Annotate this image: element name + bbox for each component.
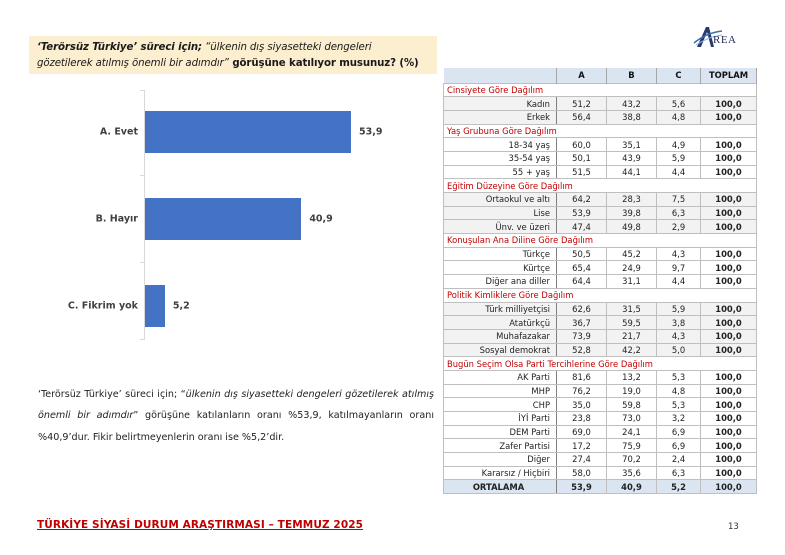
cell-value: 39,8 — [607, 206, 657, 220]
cell-value: 100,0 — [701, 343, 757, 357]
cell-value: 100,0 — [701, 412, 757, 426]
cell-value: 69,0 — [557, 425, 607, 439]
cell-value: 52,8 — [557, 343, 607, 357]
cell-value: 100,0 — [701, 261, 757, 275]
page-number: 13 — [728, 522, 739, 532]
cell-value: 9,7 — [657, 261, 701, 275]
table-row — [444, 412, 757, 426]
cell-value: 7,5 — [657, 193, 701, 207]
row-label: Ortaokul ve altı — [444, 193, 557, 207]
cell-value: 50,5 — [557, 247, 607, 261]
table-row — [444, 206, 757, 220]
cell-value: 35,1 — [607, 138, 657, 152]
cell-value: 24,9 — [607, 261, 657, 275]
cell-value: 6,3 — [657, 466, 701, 480]
cell-value: 42,2 — [607, 343, 657, 357]
cell-value: 100,0 — [701, 425, 757, 439]
cell-value: 24,1 — [607, 425, 657, 439]
group-title: Bugün Seçim Olsa Parti Tercihlerine Göre Dağılım — [444, 357, 757, 371]
average-value: 5,2 — [657, 480, 701, 494]
table-row — [444, 343, 757, 357]
cell-value: 49,8 — [607, 220, 657, 234]
cell-value: 100,0 — [701, 439, 757, 453]
cell-value: 5,9 — [657, 151, 701, 165]
cell-value: 19,0 — [607, 384, 657, 398]
summary-text — [38, 384, 434, 448]
cell-value: 23,8 — [557, 412, 607, 426]
table-group-row — [444, 357, 757, 371]
row-label: Atatürkçü — [444, 316, 557, 330]
cell-value: 100,0 — [701, 302, 757, 316]
table-row — [444, 165, 757, 179]
cell-value: 4,3 — [657, 329, 701, 343]
cell-value: 64,4 — [557, 275, 607, 289]
table-row — [444, 247, 757, 261]
cell-value: 100,0 — [701, 247, 757, 261]
table-row — [444, 220, 757, 234]
table-header: A — [557, 68, 607, 83]
cell-value: 27,4 — [557, 453, 607, 467]
row-label: İYİ Parti — [444, 412, 557, 426]
table-row — [444, 370, 757, 384]
bar-value: 5,2 — [172, 300, 190, 312]
table-row — [444, 425, 757, 439]
cell-value: 2,9 — [657, 220, 701, 234]
row-label: Zafer Partisi — [444, 439, 557, 453]
cell-value: 51,2 — [557, 97, 607, 111]
average-label: ORTALAMA — [444, 480, 557, 494]
axis-tick — [140, 262, 144, 263]
cell-value: 5,3 — [657, 398, 701, 412]
bar — [145, 111, 351, 153]
cell-value: 47,4 — [557, 220, 607, 234]
row-label: Kararsız / Hiçbiri — [444, 466, 557, 480]
table-row — [444, 302, 757, 316]
cell-value: 100,0 — [701, 110, 757, 124]
cell-value: 38,8 — [607, 110, 657, 124]
axis-tick — [140, 339, 144, 340]
row-label: 35-54 yaş — [444, 151, 557, 165]
cell-value: 43,9 — [607, 151, 657, 165]
cell-value: 81,6 — [557, 370, 607, 384]
cell-value: 45,2 — [607, 247, 657, 261]
average-value: 40,9 — [607, 480, 657, 494]
cell-value: 100,0 — [701, 193, 757, 207]
cell-value: 53,9 — [557, 206, 607, 220]
footer-title: TÜRKİYE SİYASİ DURUM ARAŞTIRMASI – TEMMUZ 2025 — [37, 519, 364, 531]
cell-value: 5,3 — [657, 370, 701, 384]
table-row — [444, 151, 757, 165]
row-label: Türkçe — [444, 247, 557, 261]
cell-value: 6,9 — [657, 439, 701, 453]
summary-part2: ülkenin dış siyasetteki dengeleri gözetilerek atılmış önemli bir adımdır — [38, 389, 434, 422]
cell-value: 75,9 — [607, 439, 657, 453]
cell-value: 3,8 — [657, 316, 701, 330]
table-row — [444, 384, 757, 398]
bar — [145, 285, 165, 327]
cell-value: 100,0 — [701, 165, 757, 179]
table-header: TOPLAM — [701, 68, 757, 83]
cell-value: 36,7 — [557, 316, 607, 330]
group-title: Cinsiyete Göre Dağılım — [444, 83, 757, 97]
bar-label: A. Evet — [99, 126, 138, 138]
question-box — [29, 36, 437, 74]
table-row — [444, 316, 757, 330]
cell-value: 58,0 — [557, 466, 607, 480]
bar-label: C. Fikrim yok — [67, 300, 138, 312]
cell-value: 6,3 — [657, 206, 701, 220]
row-label: AK Parti — [444, 370, 557, 384]
cell-value: 28,3 — [607, 193, 657, 207]
cell-value: 100,0 — [701, 97, 757, 111]
cell-value: 70,2 — [607, 453, 657, 467]
table-header: C — [657, 68, 701, 83]
table-row — [444, 398, 757, 412]
cell-value: 100,0 — [701, 384, 757, 398]
cell-value: 100,0 — [701, 316, 757, 330]
question-part2: “ülkenin dış siyasetteki dengeleri gözetilerek atılmış önemli bir adımdır” — [37, 42, 372, 69]
row-label: Türk milliyetçisi — [444, 302, 557, 316]
row-label: Kadın — [444, 97, 557, 111]
table-group-row — [444, 234, 757, 248]
row-label: MHP — [444, 384, 557, 398]
group-title: Yaş Grubuna Göre Dağılım — [444, 124, 757, 138]
table-row — [444, 97, 757, 111]
row-label: Diğer ana diller — [444, 275, 557, 289]
group-title: Politik Kimliklere Göre Dağılım — [444, 288, 757, 302]
bar-value: 40,9 — [309, 213, 333, 225]
table-group-row — [444, 83, 757, 97]
table-row — [444, 138, 757, 152]
group-title: Konuşulan Ana Diline Göre Dağılım — [444, 234, 757, 248]
cell-value: 100,0 — [701, 466, 757, 480]
cell-value: 35,6 — [607, 466, 657, 480]
cell-value: 6,9 — [657, 425, 701, 439]
table-header: B — [607, 68, 657, 83]
cell-value: 56,4 — [557, 110, 607, 124]
cell-value: 100,0 — [701, 220, 757, 234]
summary-part1: ‘Terörsüz Türkiye’ süreci için; “ — [38, 389, 186, 400]
bar-value: 53,9 — [359, 126, 383, 138]
cell-value: 4,4 — [657, 275, 701, 289]
average-value: 100,0 — [701, 480, 757, 494]
cell-value: 62,6 — [557, 302, 607, 316]
cell-value: 51,5 — [557, 165, 607, 179]
group-title: Eğitim Düzeyine Göre Dağılım — [444, 179, 757, 193]
table-group-row — [444, 124, 757, 138]
bar-row-fikrim-yok — [30, 285, 410, 327]
crosstab-table — [443, 68, 756, 494]
cell-value: 64,2 — [557, 193, 607, 207]
table-row — [444, 453, 757, 467]
cell-value: 35,0 — [557, 398, 607, 412]
cell-value: 100,0 — [701, 370, 757, 384]
row-label: CHP — [444, 398, 557, 412]
cell-value: 100,0 — [701, 453, 757, 467]
table-group-row — [444, 288, 757, 302]
cell-value: 5,6 — [657, 97, 701, 111]
cell-value: 13,2 — [607, 370, 657, 384]
table-row — [444, 193, 757, 207]
cell-value: 44,1 — [607, 165, 657, 179]
bar-row-evet — [30, 111, 410, 153]
table-row — [444, 439, 757, 453]
row-label: Erkek — [444, 110, 557, 124]
cell-value: 100,0 — [701, 138, 757, 152]
question-part3: görüşüne katılıyor musunuz? (%) — [228, 58, 419, 69]
cell-value: 65,4 — [557, 261, 607, 275]
table-body — [444, 83, 757, 494]
cell-value: 4,3 — [657, 247, 701, 261]
axis-tick — [140, 175, 144, 176]
cell-value: 31,5 — [607, 302, 657, 316]
cell-value: 100,0 — [701, 206, 757, 220]
bar-row-hayir — [30, 198, 410, 240]
table-row — [444, 466, 757, 480]
table-row — [444, 275, 757, 289]
logo-text: REA — [713, 34, 737, 46]
cell-value: 76,2 — [557, 384, 607, 398]
cell-value: 21,7 — [607, 329, 657, 343]
average-value: 53,9 — [557, 480, 607, 494]
cell-value: 73,9 — [557, 329, 607, 343]
row-label: Kürtçe — [444, 261, 557, 275]
table-header-row — [444, 68, 757, 83]
cell-value: 100,0 — [701, 398, 757, 412]
table-average-row — [444, 480, 757, 494]
bar-label: B. Hayır — [95, 213, 138, 225]
summary-part3: ” görüşüne katılanların oranı %53,9, katılmayanların oranı %40,9’dur. Fikir belirtmeyenlerin oranı ise %5,2’dir. — [38, 410, 434, 443]
cell-value: 100,0 — [701, 329, 757, 343]
row-label: Ünv. ve üzeri — [444, 220, 557, 234]
cell-value: 4,8 — [657, 384, 701, 398]
table-header — [444, 68, 557, 83]
cell-value: 4,8 — [657, 110, 701, 124]
cell-value: 73,0 — [607, 412, 657, 426]
cell-value: 60,0 — [557, 138, 607, 152]
cell-value: 17,2 — [557, 439, 607, 453]
cell-value: 59,5 — [607, 316, 657, 330]
row-label: DEM Parti — [444, 425, 557, 439]
row-label: 18-34 yaş — [444, 138, 557, 152]
cell-value: 3,2 — [657, 412, 701, 426]
bar — [145, 198, 301, 240]
row-label: Lise — [444, 206, 557, 220]
cell-value: 4,9 — [657, 138, 701, 152]
cell-value: 2,4 — [657, 453, 701, 467]
row-label: Sosyal demokrat — [444, 343, 557, 357]
cell-value: 100,0 — [701, 275, 757, 289]
axis-tick — [140, 90, 144, 91]
question-part1: ‘Terörsüz Türkiye’ süreci için; — [37, 42, 202, 53]
cell-value: 31,1 — [607, 275, 657, 289]
table-row — [444, 110, 757, 124]
row-label: 55 + yaş — [444, 165, 557, 179]
cell-value: 50,1 — [557, 151, 607, 165]
cell-value: 4,4 — [657, 165, 701, 179]
bar-chart — [30, 90, 410, 340]
table-group-row — [444, 179, 757, 193]
table-row — [444, 261, 757, 275]
row-label: Muhafazakar — [444, 329, 557, 343]
cell-value: 59,8 — [607, 398, 657, 412]
cell-value: 5,9 — [657, 302, 701, 316]
row-label: Diğer — [444, 453, 557, 467]
table-row — [444, 329, 757, 343]
cell-value: 5,0 — [657, 343, 701, 357]
cell-value: 100,0 — [701, 151, 757, 165]
cell-value: 43,2 — [607, 97, 657, 111]
